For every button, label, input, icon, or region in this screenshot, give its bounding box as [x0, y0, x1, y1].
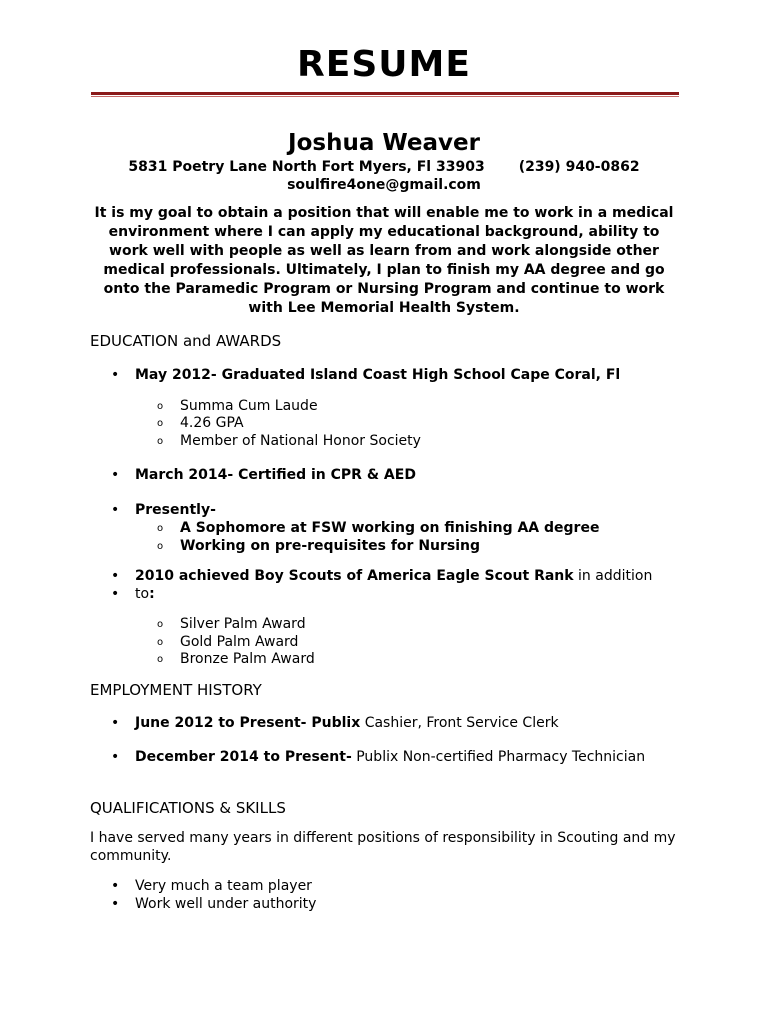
eagle-scout-text: 2010 achieved Boy Scouts of America Eagle Scout Rank [135, 568, 574, 584]
skill-item-text: Very much a team player [135, 878, 312, 894]
phone: (239) 940-0862 [518, 159, 640, 175]
education-item-text: May 2012- Graduated Island Coast High School Cape Coral, Fl [135, 367, 621, 383]
sub-item-text: Summa Cum Laude [180, 398, 318, 414]
job-role: Cashier, Front Service Clerk [360, 715, 559, 731]
qualifications-paragraph: I have served many years in different positions of responsibility in Scouting and my community. [90, 830, 676, 864]
job-title: June 2012 to Present- Publix [135, 715, 361, 731]
address: 5831 Poetry Lane North Fort Myers, Fl 33903 [128, 159, 485, 175]
sub-item-text: Working on pre-requisites for Nursing [180, 538, 481, 554]
email: soulfire4one@gmail.com [287, 177, 481, 193]
sub-item-text: Silver Palm Award [180, 616, 306, 632]
education-item-text: Presently- [135, 502, 216, 518]
employment-item-text [135, 715, 559, 731]
eagle-scout-continuation: in addition [573, 568, 653, 584]
education-heading: EDUCATION and AWARDS [90, 332, 282, 350]
qualifications-heading: QUALIFICATIONS & SKILLS [90, 799, 286, 817]
employment-item-text [135, 749, 645, 765]
education-item-text: March 2014- Certified in CPR & AED [135, 467, 416, 483]
contact-line [0, 158, 768, 176]
sub-item-text: A Sophomore at FSW working on finishing AA degree [180, 520, 600, 536]
employment-heading: EMPLOYMENT HISTORY [90, 681, 262, 699]
title-divider [91, 92, 679, 95]
applicant-name: Joshua Weaver [288, 130, 480, 156]
eagle-scout-colon: : [149, 586, 155, 602]
sub-item-text: Bronze Palm Award [180, 651, 315, 667]
education-item-text [135, 568, 652, 584]
document-title: RESUME [297, 44, 471, 85]
skill-item-text: Work well under authority [135, 896, 317, 912]
contact-block [0, 158, 768, 194]
eagle-scout-line2-text: to [135, 586, 150, 602]
sub-item-text: Gold Palm Award [180, 634, 299, 650]
education-item-text [135, 586, 155, 602]
job-role: Publix Non-certified Pharmacy Technician [351, 749, 646, 765]
sub-item-text: Member of National Honor Society [180, 433, 421, 449]
title-divider-accent [91, 96, 679, 97]
job-title: December 2014 to Present- [135, 749, 352, 765]
sub-item-text: 4.26 GPA [180, 415, 244, 431]
objective-statement: It is my goal to obtain a position that will enable me to work in a medical environment where I can apply my educational background, ability to work well with people as well as learn from and work alongside other medical professionals. Ultimately, I plan to finish my AA degree and go onto the Paramedic Program or Nursing Program and continue to work with Lee Memorial Health System. [94, 205, 674, 316]
